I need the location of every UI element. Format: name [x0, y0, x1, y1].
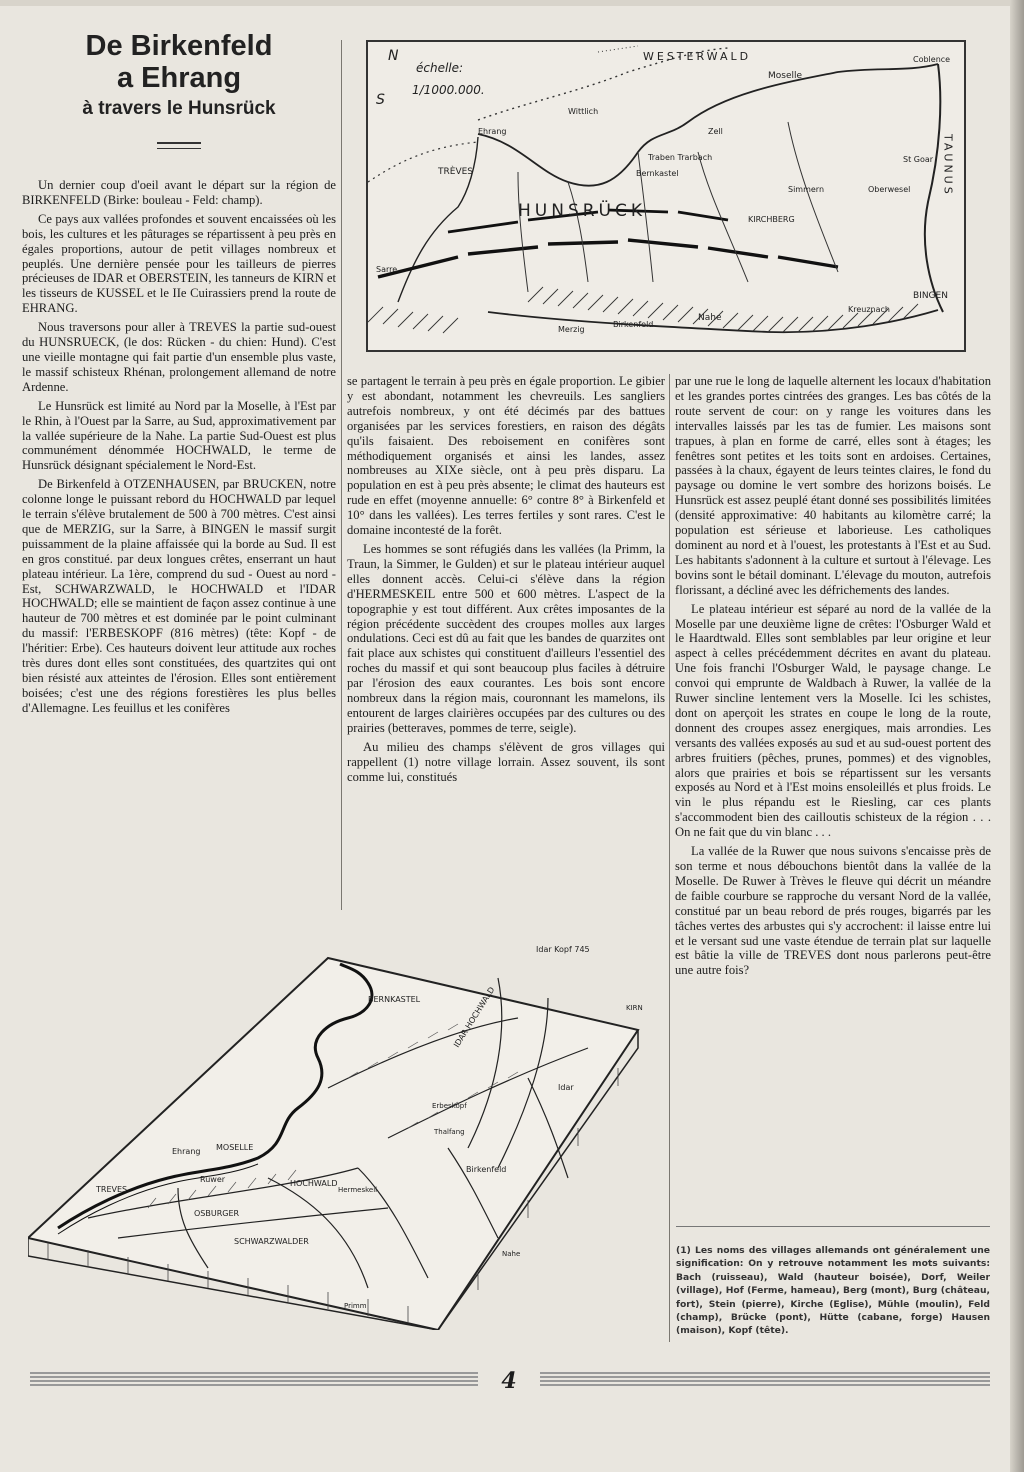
text-column-1 — [22, 178, 336, 720]
relief-thalfang-label: Thalfang — [434, 1128, 465, 1136]
map-traben-label: Traben Trarbach — [648, 153, 713, 162]
page-top-edge — [0, 0, 1024, 6]
map-zell-label: Zell — [708, 127, 723, 136]
relief-idarkopf-label: Idar Kopf 745 — [536, 945, 590, 954]
map-stgoar-label: St Goar — [903, 155, 934, 164]
col2-paragraph-2: Les hommes se sont réfugiés dans les vallées (la Primm, la Traun, la Simmer, le Gulden) et sur le plateau intérieur auquel elles donnent accès. Celui-ci s'élève dans la région d'HERMESKEIL entre 500 et 600 mètres. L'aspect de la topographie y est tout différent. Aux crêtes imposantes de la région précédente succèdent des croupes molles aux larges ondulations. Ceci est dû au fait que les bandes de quarzites ont fait place aux schistes qui constituent d'ailleurs l'essentiel des roches du massif et qui sont beaucoup plus faciles à détruire par l'érosion des eaux courantes. Les bois sont encore nombreux dans la région mais, couronnant les mamelons, ils entourent de larges clairières occupées par des cultures ou des prairies (betteraves, pommes de terre, seigle). — [347, 541, 665, 735]
map-merzig-label: Merzig — [558, 325, 585, 334]
map-bingen-label: BINGEN — [913, 291, 948, 301]
column-divider-1 — [341, 40, 342, 910]
relief-erbeskopf-label: Erbeskopf — [432, 1102, 467, 1110]
article-subtitle: à travers le Hunsrück — [82, 98, 276, 119]
relief-drawing — [28, 938, 658, 1330]
relief-kirn-label: KIRN — [626, 1004, 643, 1012]
map-ehrang-label: Ehrang — [478, 127, 507, 136]
col1-paragraph-1: Un dernier coup d'oeil avant le départ sur la région de BIRKENFELD (Birke: bouleau - Feld: champ). — [22, 178, 336, 207]
col3-paragraph-3: La vallée de la Ruwer que nous suivons s'encaisse près de son terme et nous débouchons bientôt dans la vallée de la Moselle. De Ruwer à Trèves le fleuve qui décrit un méandre de faible courbure se rapproche du versant Nord de la vallée, constitué par un beau rebord de prés rouges, bigarrés par les tâches vertes des arbustes qui s'y accrochent: il laisse entre lui et le versant sud une vaste étendue de terrain plat sur laquelle est bâtie la ville de TREVES dont nous parlerons peut-être une autre fois? — [675, 844, 991, 978]
relief-hermeskeil-label: Hermeskeil — [338, 1186, 378, 1194]
map-taunus-label: TAUNUS — [941, 134, 955, 197]
map-kreuznach-label: Kreuznach — [848, 305, 890, 314]
map-birkenfeld-label: Birkenfeld — [613, 320, 654, 329]
col2-paragraph-1: se partagent le terrain à peu près en égale proportion. Le gibier y est abondant, notamment les chevreuils. Les sangliers autrefois nombreux, y ont été décimés par des battues organisées par les services forestiers, en raison des dégâts qu'ils faisaient. Des reboisement en conifères sont méthodiquement organisés et ainsi les landes, assez nombreuses au XIXe siècle, ont à peu près disparu. La population en est à peu près absente; le climat des hauteurs est rude en effet (moyenne annuelle: 6° contre 8° à Birkenfeld et 10° dans les vallées). Les terres fertiles y sont rares. C'est le domaine incontesté de la forêt. — [347, 374, 665, 538]
page-right-edge — [1010, 0, 1024, 1472]
footnote-rule — [676, 1226, 990, 1227]
page-number: 4 — [501, 1368, 517, 1394]
footer-band-right — [540, 1372, 990, 1394]
col3-paragraph-1: par une rue le long de laquelle alternent les locaux d'habitation et les grandes portes cintrées des granges. Les bas côtés de la route servent de cour: on y range les voitures dans les intervalles laissés par les tas de fumier. Les maisons sont trapues, à plan en forme de carré, elles sont à étages; les fenêtres sont petites et les toits sont en ardoises. Certaines, passées à la chaux, égayent de leurs teintes claires, le fond du paysage ou domine le vert sombre des horizons boisés. Le Hunsrück est assez peuplé étant donné ses possibilités limitées (densité approximative: 40 habitants au kilomètre carré; la population est sérieuse et laborieuse. Les catholiques dominent au nord et à l'ouest, les protestants à l'Est et au Sud. Les habitants s'adonnent à la culture et surtout à l'élevage. Les bovins sont le bétail dominant. L'élevage du mouton, autrefois florissant, a décliné avec les défrichements des landes. — [675, 374, 991, 597]
map-bernkastel-label: Bernkastel — [636, 169, 679, 178]
map-scale-label: échelle: — [416, 61, 464, 75]
map-coblence-label: Coblence — [913, 55, 951, 64]
map-sarre-label: Sarre — [376, 265, 398, 274]
footnote: (1) Les noms des villages allemands ont généralement une signification: On y retrouve notamment les mots suivants: Bach (ruisseau), Wald (hauteur boisée), Dorf, Weiler (village), Hof (Ferme, hameau), Berg (mont), Burg (château, fort), Stein (pierre), Kirche (Eglise), Mühle (moulin), Feld (champ), Brücke (pont), Hütte (cabane, forge) Hausen (maison), Kopf (tête). — [676, 1245, 990, 1337]
sarre-river — [398, 137, 478, 302]
column-divider-2 — [669, 374, 670, 1342]
relief-bernkastel-label: BERNKASTEL — [368, 995, 421, 1004]
rhine-river — [925, 64, 943, 312]
map-nahe-label: Nahe — [698, 313, 722, 323]
map-north-label: N — [388, 48, 399, 64]
relief-osburger-label: OSBURGER — [194, 1209, 240, 1218]
col1-paragraph-4: Le Hunsrück est limité au Nord par la Moselle, à l'Est par le Rhin, à l'Ouest par la Sarre, au Sud, approximativement par la vallée supérieure de la Nahe. La partie Sud-Ouest est plus communément dénommée HOCHWALD, le terme de Hunsrück désignant spécialement le Nord-Est. — [22, 398, 336, 473]
relief-primm-label: Primm — [344, 1302, 367, 1310]
title-line-2: a Ehrang — [116, 62, 242, 94]
moselle-river — [478, 64, 938, 186]
map-kirchberg-label: KIRCHBERG — [748, 215, 795, 224]
relief-birkenfeld-label: Birkenfeld — [466, 1165, 507, 1174]
map-simmern-label: Simmern — [788, 185, 825, 194]
text-column-3 — [675, 374, 991, 982]
map-westerwald-label: WESTERWALD — [643, 50, 752, 63]
map-region-label: HUNSRÜCK — [518, 201, 647, 221]
article-title-block — [20, 30, 338, 149]
col1-paragraph-3: Nous traversons pour aller à TREVES la partie sud-ouest du HUNSRUECK, (le dos: Rücken - du chien: Hund). C'est une vieille montagne qui fait partie d'un ensemble plus vaste, le massif schisteux Rhénan, prolongement allemand de notre Ardenne. — [22, 320, 336, 394]
footer-band-left — [30, 1372, 478, 1394]
relief-ehrang-label: Ehrang — [172, 1147, 201, 1156]
relief-schwarzwalder-label: SCHWARZWALDER — [234, 1237, 309, 1246]
relief-ruwer-label: Ruwer — [200, 1175, 226, 1184]
map-wittlich-label: Wittlich — [568, 107, 599, 116]
text-column-2 — [347, 374, 665, 788]
map-drawing — [368, 42, 964, 350]
col2-paragraph-3: Au milieu des champs s'élèvent de gros villages qui rappellent (1) notre village lorrain. Assez souvent, ils sont comme lui, constitués — [347, 739, 665, 784]
col3-paragraph-2: Le plateau intérieur est séparé au nord de la vallée de la Moselle par une deuxième ligne de crêtes: l'Osburger Wald et le Haardtwald. Elles sont semblables par leur origine et leur aspect à celles précédemment décrites en avant du plateau. Une fois franchi l'Osburger Wald, le paysage change. Le convoi qui emprunte de Waldbach à Ruwer, la vallée de la Ruwer sincline lentement vers la Moselle. Ici les schistes, dont on aperçoit les strates en coupe le long de la route, donnent des croupes assez energiques, mais arrondies. Les versants des vallées exposés au sud et au sud-ouest portent des arbres fruitiers (pêches, prunes, pommes) et des vignobles, alors que prairies et bois se répartissent sur les versants exposés au Nord et à l'Est moins ensoleillés et plus froids. Le vin le plus répandu est le Riesling, car ces plants s'accommodent bien des cailloutis schisteux de la région . . . On ne fait que du vin blanc . . . — [675, 601, 991, 840]
relief-nahe-label: Nahe — [502, 1250, 521, 1258]
relief-treves-label: TREVES — [96, 1185, 128, 1194]
col1-paragraph-5: De Birkenfeld à OTZENHAUSEN, par BRUCKEN, notre colonne longe le puissant rebord du HOCHWALD par lequel le terrain s'élève brutalement de 500 à 700 mètres. C'est ainsi que de MERZIG, sur la Sarre, à BINGEN le massif surgit puissamment de la plaine affaissée qui la borde au Sud. Il est en gros constitué. par deux longues crêtes, enserrant un haut plateau intérieur. La 1ère, comprend du sud - Ouest au nord - Est, SCHWARZWALD, le HOCHWALD et l'IDAR HOCHWALD; elle se maintient de façon assez continue à une hauteur de 700 mètres et est dominée par le point culminant du massif: l'ERBESKOPF (816 mètres) (tête: Kopf - de l'héritier: Erbe). Ces hauteurs doivent leur attitude aux roches très dures dont elles sont constituées, des quartzites qui ont bien résisté aux atteintes de l'érosion. Elles sont entièrement boisées; c'est une des régions forestières les plus belles d'Allemagne. Les feuillus et les conifères — [22, 477, 336, 715]
relief-idar-hochwald-label: IDAR HOCHWALD — [452, 985, 497, 1050]
title-ornament-rule — [157, 142, 201, 149]
map-scale-value: 1/1000.000. — [412, 83, 485, 97]
map-treves-label: TRÈVES — [438, 167, 473, 177]
col1-paragraph-2: Ce pays aux vallées profondes et souvent encaissées où les bois, les cultures et les pâturages se répartissent à peu près en égales proportions, autour de petit villages nombreux et peuplés. Une dernière pensée pour les tailleurs de pierres précieuses de IDAR et OBERSTEIN, les tanneurs de KIRN et les tisseurs de KUSSEL et le IIe Cuirassiers prend la route de EHRANG. — [22, 211, 336, 316]
relief-moselle-label: MOSELLE — [216, 1143, 254, 1152]
map-south-label: S — [376, 92, 385, 108]
title-line-1: De Birkenfeld — [85, 30, 273, 62]
map-moselle-label: Moselle — [768, 71, 803, 81]
map-oberwesel-label: Oberwesel — [868, 185, 911, 194]
hunsruck-map — [366, 40, 966, 352]
relief-idar-label: Idar — [558, 1083, 574, 1092]
relief-hochwald-label: HOCHWALD — [290, 1179, 338, 1188]
relief-block-diagram — [28, 938, 658, 1330]
